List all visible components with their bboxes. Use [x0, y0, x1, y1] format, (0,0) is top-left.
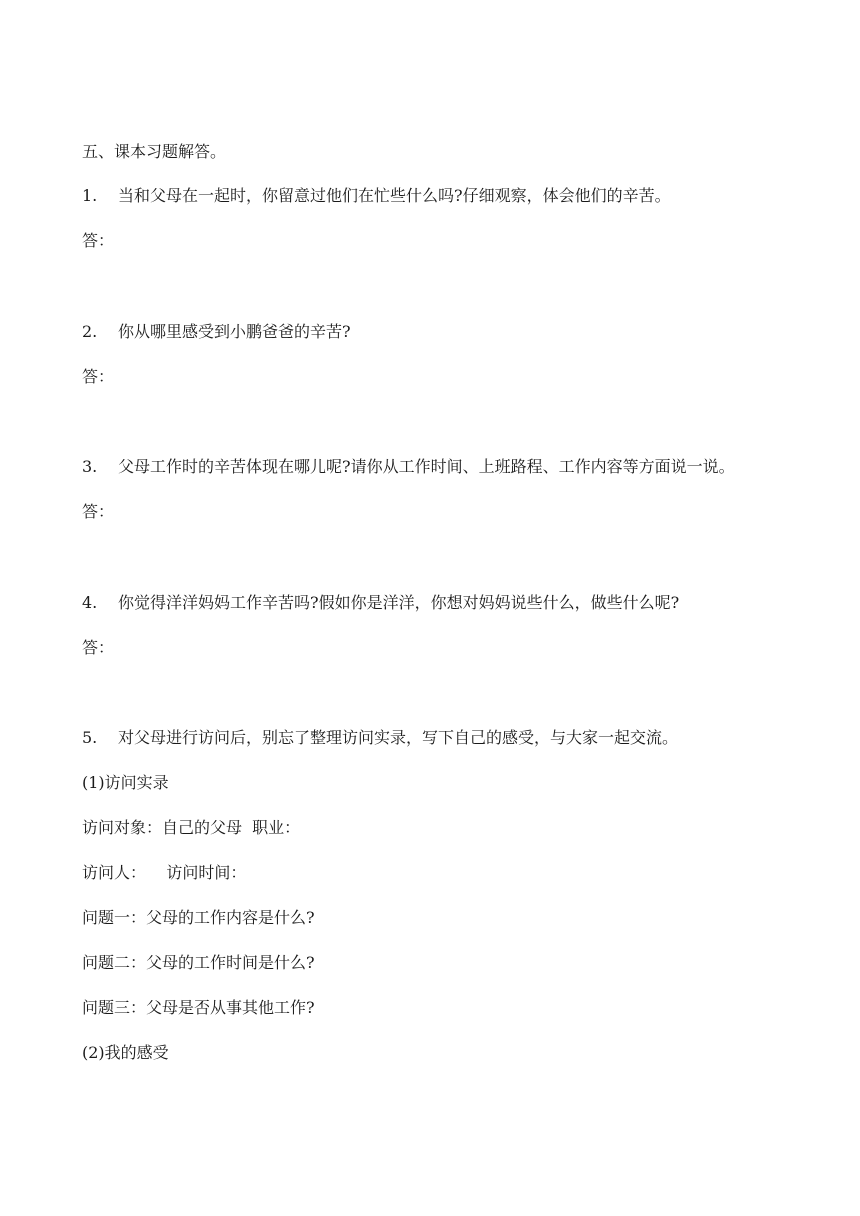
question-number: 3. — [82, 457, 98, 476]
answer-label-1: 答： — [82, 231, 115, 250]
question-text: 当和父母在一起时，你留意过他们在忙些什么吗?仔细观察，体会他们的辛苦。 — [118, 186, 671, 205]
question-number: 4. — [82, 593, 98, 612]
interviewer-line: 访问人： 访问时间： — [82, 863, 247, 882]
question-4 — [82, 592, 679, 614]
question-number: 5. — [82, 728, 98, 747]
question-5 — [82, 727, 678, 749]
question-number: 2. — [82, 322, 98, 341]
question-text: 你从哪里感受到小鹏爸爸的辛苦? — [118, 322, 351, 341]
answer-label-3: 答： — [82, 502, 115, 521]
question-number: 1. — [82, 186, 98, 205]
question-2 — [82, 321, 351, 343]
interview-question-3: 问题三：父母是否从事其他工作? — [82, 998, 315, 1017]
feeling-heading: (2)我的感受 — [82, 1043, 169, 1062]
question-1 — [82, 185, 671, 207]
interview-question-2: 问题二：父母的工作时间是什么? — [82, 953, 315, 972]
section-title: 五、课本习题解答。 — [82, 142, 227, 161]
question-text: 你觉得洋洋妈妈工作辛苦吗?假如你是洋洋，你想对妈妈说些什么，做些什么呢? — [118, 593, 680, 612]
question-text: 对父母进行访问后，别忘了整理访问实录，写下自己的感受，与大家一起交流。 — [118, 728, 679, 747]
answer-label-4: 答： — [82, 638, 115, 657]
question-text: 父母工作时的辛苦体现在哪儿呢?请你从工作时间、上班路程、工作内容等方面说一说。 — [118, 457, 735, 476]
interview-heading: (1)访问实录 — [82, 773, 169, 792]
interview-question-1: 问题一：父母的工作内容是什么? — [82, 908, 315, 927]
answer-label-2: 答： — [82, 367, 115, 386]
interview-subject-line: 访问对象：自己的父母 职业： — [82, 818, 301, 837]
question-3 — [82, 456, 735, 478]
